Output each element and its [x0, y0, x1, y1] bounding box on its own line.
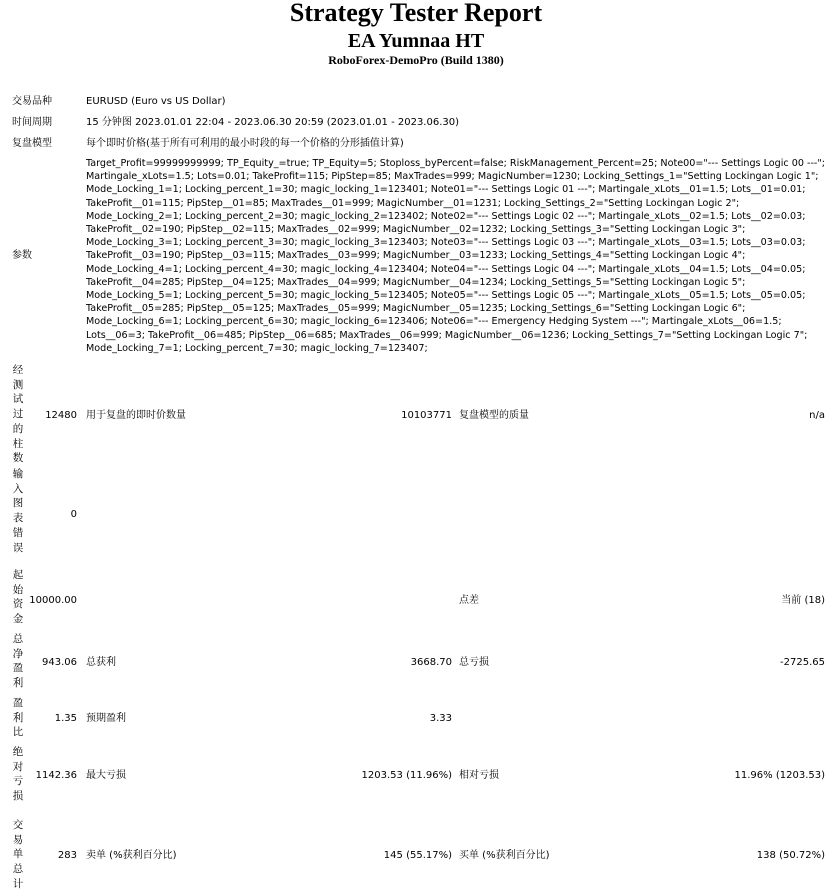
rel-drawdown-value: 11.96% (1203.53) [734, 770, 825, 781]
params-line: Mode_Locking_5=1; Locking_percent_5=30; magic_locking_5=123405; Note05="--- Settings Logic 05 ---"; Martingale_xLots__05=1.5; Lots__05=0.05; [86, 290, 806, 302]
symbol-value: EURUSD (Euro vs US Dollar) [86, 96, 226, 107]
quality-label: 复盘模型的质量 [459, 410, 529, 421]
params-line: Mode_Locking_1=1; Locking_percent_1=30; magic_locking_1=123401; Note01="--- Settings Logic 01 ---"; Martingale_xLots__01=1.5; Lots__01=0.01; [86, 184, 806, 196]
model-value: 每个即时价格(基于所有可利用的最小时段的每一个价格的分形插值计算) [86, 138, 404, 149]
total-trades-label: 交易单总计 [12, 819, 24, 890]
params-label: 参数 [12, 250, 32, 261]
total-trades-value: 283 [57, 850, 77, 861]
params-text [86, 157, 828, 355]
bars-value: 12480 [45, 410, 77, 421]
bars-label: 经测试过的柱数 [12, 364, 24, 465]
gross-profit-value: 3668.70 [410, 657, 452, 668]
server-build: RoboForex-DemoPro (Build 1380) [328, 53, 504, 67]
params-line: TakeProfit__02=190; PipStep__02=115; MaxTrades__02=999; MagicNumber__02=1232; Locking_Settings_3="Setting Lockingan Logic 3"; [86, 224, 746, 236]
model-label: 复盘模型 [12, 138, 52, 149]
spread-label: 点差 [459, 595, 479, 606]
gross-loss-value: -2725.65 [780, 657, 825, 668]
params-line: TakeProfit__03=190; PipStep__03=115; MaxTrades__03=999; MagicNumber__03=1233; Locking_Settings_4="Setting Lockingan Logic 4"; [86, 250, 746, 262]
gross-loss-label: 总亏损 [459, 657, 489, 668]
expected-payoff-value: 3.33 [429, 713, 452, 724]
params-line: Mode_Locking_2=1; Locking_percent_2=30; magic_locking_2=123402; Note02="--- Settings Logic 02 ---"; Martingale_xLots__02=1.5; Lots__02=0.03; [86, 210, 806, 222]
params-line: TakeProfit__04=285; PipStep__04=125; MaxTrades__04=999; MagicNumber__04=1234; Locking_Settings_5="Setting Lockingan Logic 5"; [86, 276, 746, 288]
params-line: TakeProfit__01=115; PipStep__01=85; MaxTrades__01=999; MagicNumber__01=1231; Locking_Settings_2="Setting Lockingan Logic 2"; [86, 197, 740, 209]
report-title: Strategy Tester Report [289, 0, 543, 27]
spread-value: 当前 (18) [781, 595, 825, 606]
expected-payoff-label: 预期盈利 [86, 713, 126, 724]
ticks-label: 用于复盘的即时价数量 [86, 410, 186, 421]
ticks-value: 10103771 [401, 410, 452, 421]
symbol-label: 交易品种 [12, 96, 52, 107]
deposit-value: 10000.00 [29, 595, 77, 606]
rel-drawdown-label: 相对亏损 [459, 770, 499, 781]
deposit-label: 起始资金 [12, 569, 24, 626]
params-line: Mode_Locking_3=1; Locking_percent_3=30; magic_locking_3=123403; Note03="--- Settings Logic 03 ---"; Martingale_xLots__03=1.5; Lots__03=0.03; [86, 237, 806, 249]
abs-drawdown-label: 绝对亏损 [12, 746, 24, 803]
profit-factor-label: 盈利比 [12, 697, 24, 739]
net-profit-label: 总净盈利 [12, 633, 24, 690]
params-line: Mode_Locking_7=1; Locking_percent_7=30; magic_locking_7=123407; [86, 342, 428, 354]
max-drawdown-value: 1203.53 (11.96%) [361, 770, 452, 781]
long-trades-label: 买单 (%获利百分比) [459, 850, 550, 861]
errors-label: 输入图表错误 [12, 468, 24, 554]
params-line: TakeProfit__05=285; PipStep__05=125; MaxTrades__05=999; MagicNumber__05=1235; Locking_Settings_6="Setting Lockingan Logic 6"; [86, 303, 746, 315]
params-line: Martingale_xLots=1.5; Lots=0.01; TakeProfit=115; PipStep=85; MaxTrades=999; MagicNumber=1230; Locking_Settings_1="Setting Lockingan Logic 1"; [86, 171, 819, 183]
params-line: Target_Profit=99999999999; TP_Equity_=true; TP_Equity=5; Stoploss_byPercent=false; RiskManagement_Percent=25; Note00="--- Settings Logic 00 ---"; [86, 158, 826, 169]
period-label: 时间周期 [12, 117, 52, 128]
profit-factor-value: 1.35 [54, 713, 77, 724]
quality-value: n/a [809, 410, 825, 421]
params-line: Mode_Locking_6=1; Locking_percent_6=30; magic_locking_6=123406; Note06="--- Emergency Hedging System ---"; Martingale_xLots__06=1.5; [86, 316, 782, 328]
ea-name: EA Yumnaa HT [347, 30, 485, 52]
errors-value: 0 [70, 509, 77, 520]
max-drawdown-label: 最大亏损 [86, 770, 126, 781]
long-trades-value: 138 (50.72%) [756, 850, 825, 861]
period-value: 15 分钟图 2023.01.01 22:04 - 2023.06.30 20:59 (2023.01.01 - 2023.06.30) [86, 117, 460, 128]
short-trades-value: 145 (55.17%) [383, 850, 452, 861]
short-trades-label: 卖单 (%获利百分比) [86, 850, 177, 861]
net-profit-value: 943.06 [42, 657, 77, 668]
abs-drawdown-value: 1142.36 [35, 770, 77, 781]
params-line: Lots__06=3; TakeProfit__06=485; PipStep__06=685; MaxTrades__06=999; MagicNumber__06=1236; Locking_Settings_7="Setting Lockingan Logic 7"; [86, 329, 808, 341]
gross-profit-label: 总获利 [86, 657, 116, 668]
params-line: Mode_Locking_4=1; Locking_percent_4=30; magic_locking_4=123404; Note04="--- Settings Logic 04 ---"; Martingale_xLots__04=1.5; Lots__04=0.05; [86, 263, 806, 275]
